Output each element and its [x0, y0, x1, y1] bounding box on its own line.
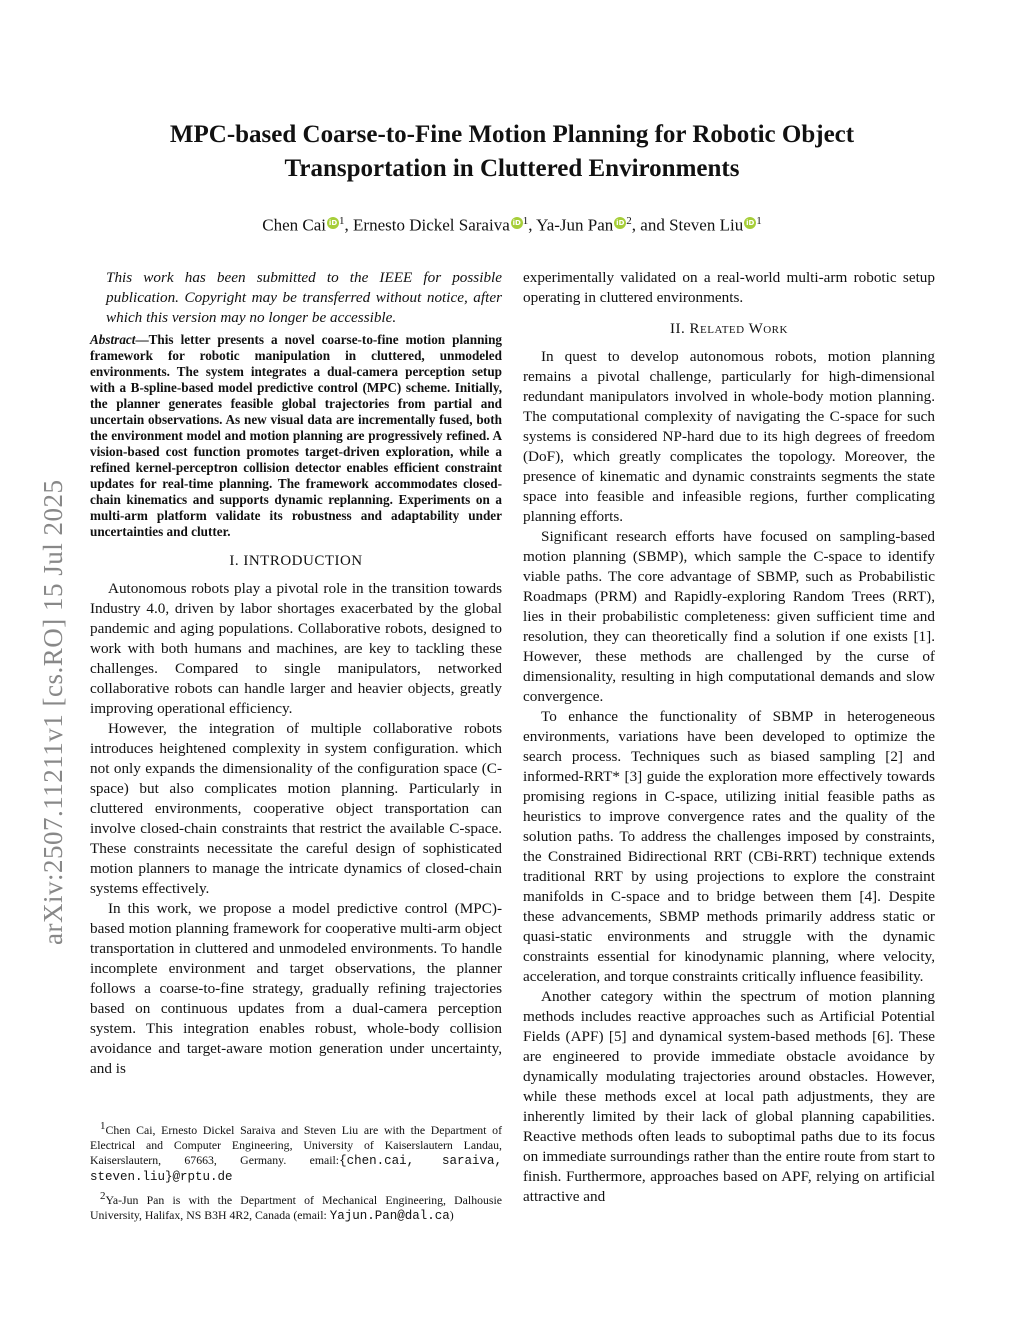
footnote-email[interactable]: {chen.cai, saraiva, steven.liu}@rptu.de — [90, 1153, 502, 1184]
affiliation-mark: 1 — [756, 215, 762, 227]
left-column — [90, 268, 502, 1079]
submission-note: This work has been submitted to the IEEE for possible publication. Copyright may be transferred without notice, after which this version may no longer be accessible. — [106, 269, 502, 326]
paragraph: Another category within the spectrum of motion planning methods includes reactive approaches such as Artificial Potential Fields (APF) [5] and dynamical system-based methods [6]. These are engineered to provide immediate obstacle avoidance by dynamically modulating trajectories around obstacles. However, while these methods excel at local path adjustments, they are inherently limited by their lack of global planning capabilities. Reactive methods often leads to suboptimal paths due to its focus on immediate surroundings rather than the entire route from start to finish. Furthermore, approaches based on APF, relying on artificial attractive and — [523, 988, 935, 1205]
affiliation-mark: 2 — [626, 215, 632, 227]
orcid-icon[interactable]: iD — [328, 218, 338, 227]
footnote-text: Chen Cai, Ernesto Dickel Saraiva and Steven Liu are with the Department of Electrical and Computer Engineering, University of Kaiserslautern Landau, Kaiserslautern, 67663, Germany. email: — [90, 1122, 502, 1167]
footnotes — [90, 1119, 502, 1228]
orcid-icon[interactable]: iD — [616, 218, 625, 227]
abstract — [90, 332, 502, 540]
abstract-text: This letter presents a novel coarse-to-fine motion planning framework for robotic manipulation in cluttered, unmodeled environments. The system integrates a dual-camera perception setup with a B-spline-based model predictive control (MPC) scheme. Initially, the planner generates feasible global trajectories from partial and uncertain observations. As new visual data are incrementally fused, both the environment model and motion planning are progressively refined. A vision-based cost function promotes target-driven exploration, while a refined kernel-perceptron collision detector enables efficient constraint updates for real-time planning. The framework accommodates closed-chain kinematics and supports dynamic replanning. Experiments on a multi-arm platform validate its robustness and adaptability under uncertainties and clutter. — [90, 332, 502, 539]
author-name: Ya-Jun Pan — [536, 215, 614, 235]
paragraph: To enhance the functionality of SBMP in heterogeneous environments, variations have been developed to optimize the search process. Techniques such as biased sampling [2] and informed-RRT* [3] guide the exploration more effectively towards promising regions in C-space, utilizing initial feasible paths as heuristics to improve convergence rates and the quality of the solution paths. To address the challenges imposed by constraints, the Constrained Bidirectional RRT (CBi-RRT) technique extends traditional RRT by using projections to explore the constraint manifolds in C-space and to bridge between them [4]. Despite these advancements, SBMP methods primarily address static or quasi-static environments and struggle with the dynamic constraints essential for kinodynamic planning, where velocity, acceleration, and torque constraints critically influence feasibility. — [523, 708, 935, 985]
paragraph: In this work, we propose a model predictive control (MPC)-based motion planning framework for cooperative multi-arm object transportation in cluttered and unmodeled environments. To handle incomplete environment and target observations, the planner follows a coarse-to-fine strategy, gradually refining trajectories based on continuous updates from a dual-camera perception system. This integration enables robust, whole-body collision avoidance and target-aware motion generation under uncertainty, and is — [90, 900, 502, 1077]
orcid-icon[interactable]: iD — [512, 218, 521, 227]
author-separator: , and — [631, 215, 670, 235]
footnote-mark: 2 — [100, 1189, 106, 1202]
abstract-label: Abstract — [90, 332, 136, 347]
author-separator: , — [528, 215, 537, 235]
orcid-icon[interactable]: iD — [746, 218, 755, 227]
footnote-2 — [90, 1189, 502, 1224]
footnote-email[interactable]: Yajun.Pan@dal.ca — [329, 1208, 450, 1223]
right-column — [523, 268, 935, 1207]
footnote-mark: 1 — [100, 1120, 106, 1132]
footnote-1 — [90, 1119, 502, 1185]
title-line-2: Transportation in Cluttered Environments — [284, 155, 740, 182]
arxiv-sidebar-stamp: arXiv:2507.11211v1 [cs.RO] 15 Jul 2025 — [38, 479, 68, 945]
abstract-dash: — — [135, 332, 149, 347]
paragraph: Autonomous robots play a pivotal role in the transition towards Industry 4.0, driven by labor shortages exacerbated by the global pandemic and aging populations. Collaborative robots, designed to work with both humans and machines, are key to tackling these challenges. Compared to single manipulators, networked collaborative robots can handle larger and heavier objects, greatly improving operational efficiency. — [90, 580, 502, 717]
author-name: Ernesto Dickel Saraiva — [353, 215, 510, 235]
affiliation-mark: 1 — [522, 215, 529, 227]
affiliation-mark: 1 — [339, 215, 345, 227]
section-heading-introduction: I. INTRODUCTION — [229, 553, 363, 569]
paragraph: However, the integration of multiple collaborative robots introduces heightened complexity in system configuration. which not only expands the dimensionality of the configuration space (C-space) but also complicates motion planning. Particularly in cluttered environments, cooperative object transportation can involve closed-chain constraints that restrict the available C-space. These constraints necessitate the careful design of sophisticated motion planners to manage the intricate dynamics of closed-chain systems effectively. — [90, 720, 502, 897]
author-list — [90, 208, 934, 239]
footnote-text: Ya-Jun Pan is with the Department of Mechanical Engineering, Dalhousie University, Halifax, NS B3H 4R2, Canada (email: — [90, 1192, 502, 1222]
author-name: Chen Cai — [262, 215, 327, 235]
author-name: Steven Liu — [669, 215, 744, 235]
paragraph-continuation: experimentally validated on a real-world multi-arm robotic setup operating in cluttered environments. — [523, 269, 935, 306]
section-heading-related-work: II. Related Work — [670, 321, 788, 337]
title-line-1: MPC-based Coarse-to-Fine Motion Planning for Robotic Object — [169, 121, 855, 148]
paragraph: Significant research efforts have focused on sampling-based motion planning (SBMP), which sample the C-space to identify viable paths. The core advantage of SBMP, such as Probabilistic Roadmaps (PRM) and Rapidly-exploring Random Trees (RRT), lies in their probabilistic completeness: given sufficient time and resolution, they can theoretically find a solution if one exists [1]. However, these methods are challenged by the curse of dimensionality, resulting in high computational demands and slow convergence. — [523, 528, 935, 705]
footnote-close: ) — [449, 1207, 454, 1222]
paragraph: In quest to develop autonomous robots, motion planning remains a pivotal challenge, particularly for high-dimensional redundant manipulators involved in whole-body motion planning. The computational complexity of navigating the C-space for such systems is considered NP-hard due to its high degrees of freedom (DoF), which greatly complicates the topology. Moreover, the presence of kinematic and dynamic constraints segments the state space into feasible and infeasible regions, further complicating planning efforts. — [523, 348, 935, 525]
author-separator: , — [344, 215, 354, 235]
paper-title — [90, 118, 934, 186]
